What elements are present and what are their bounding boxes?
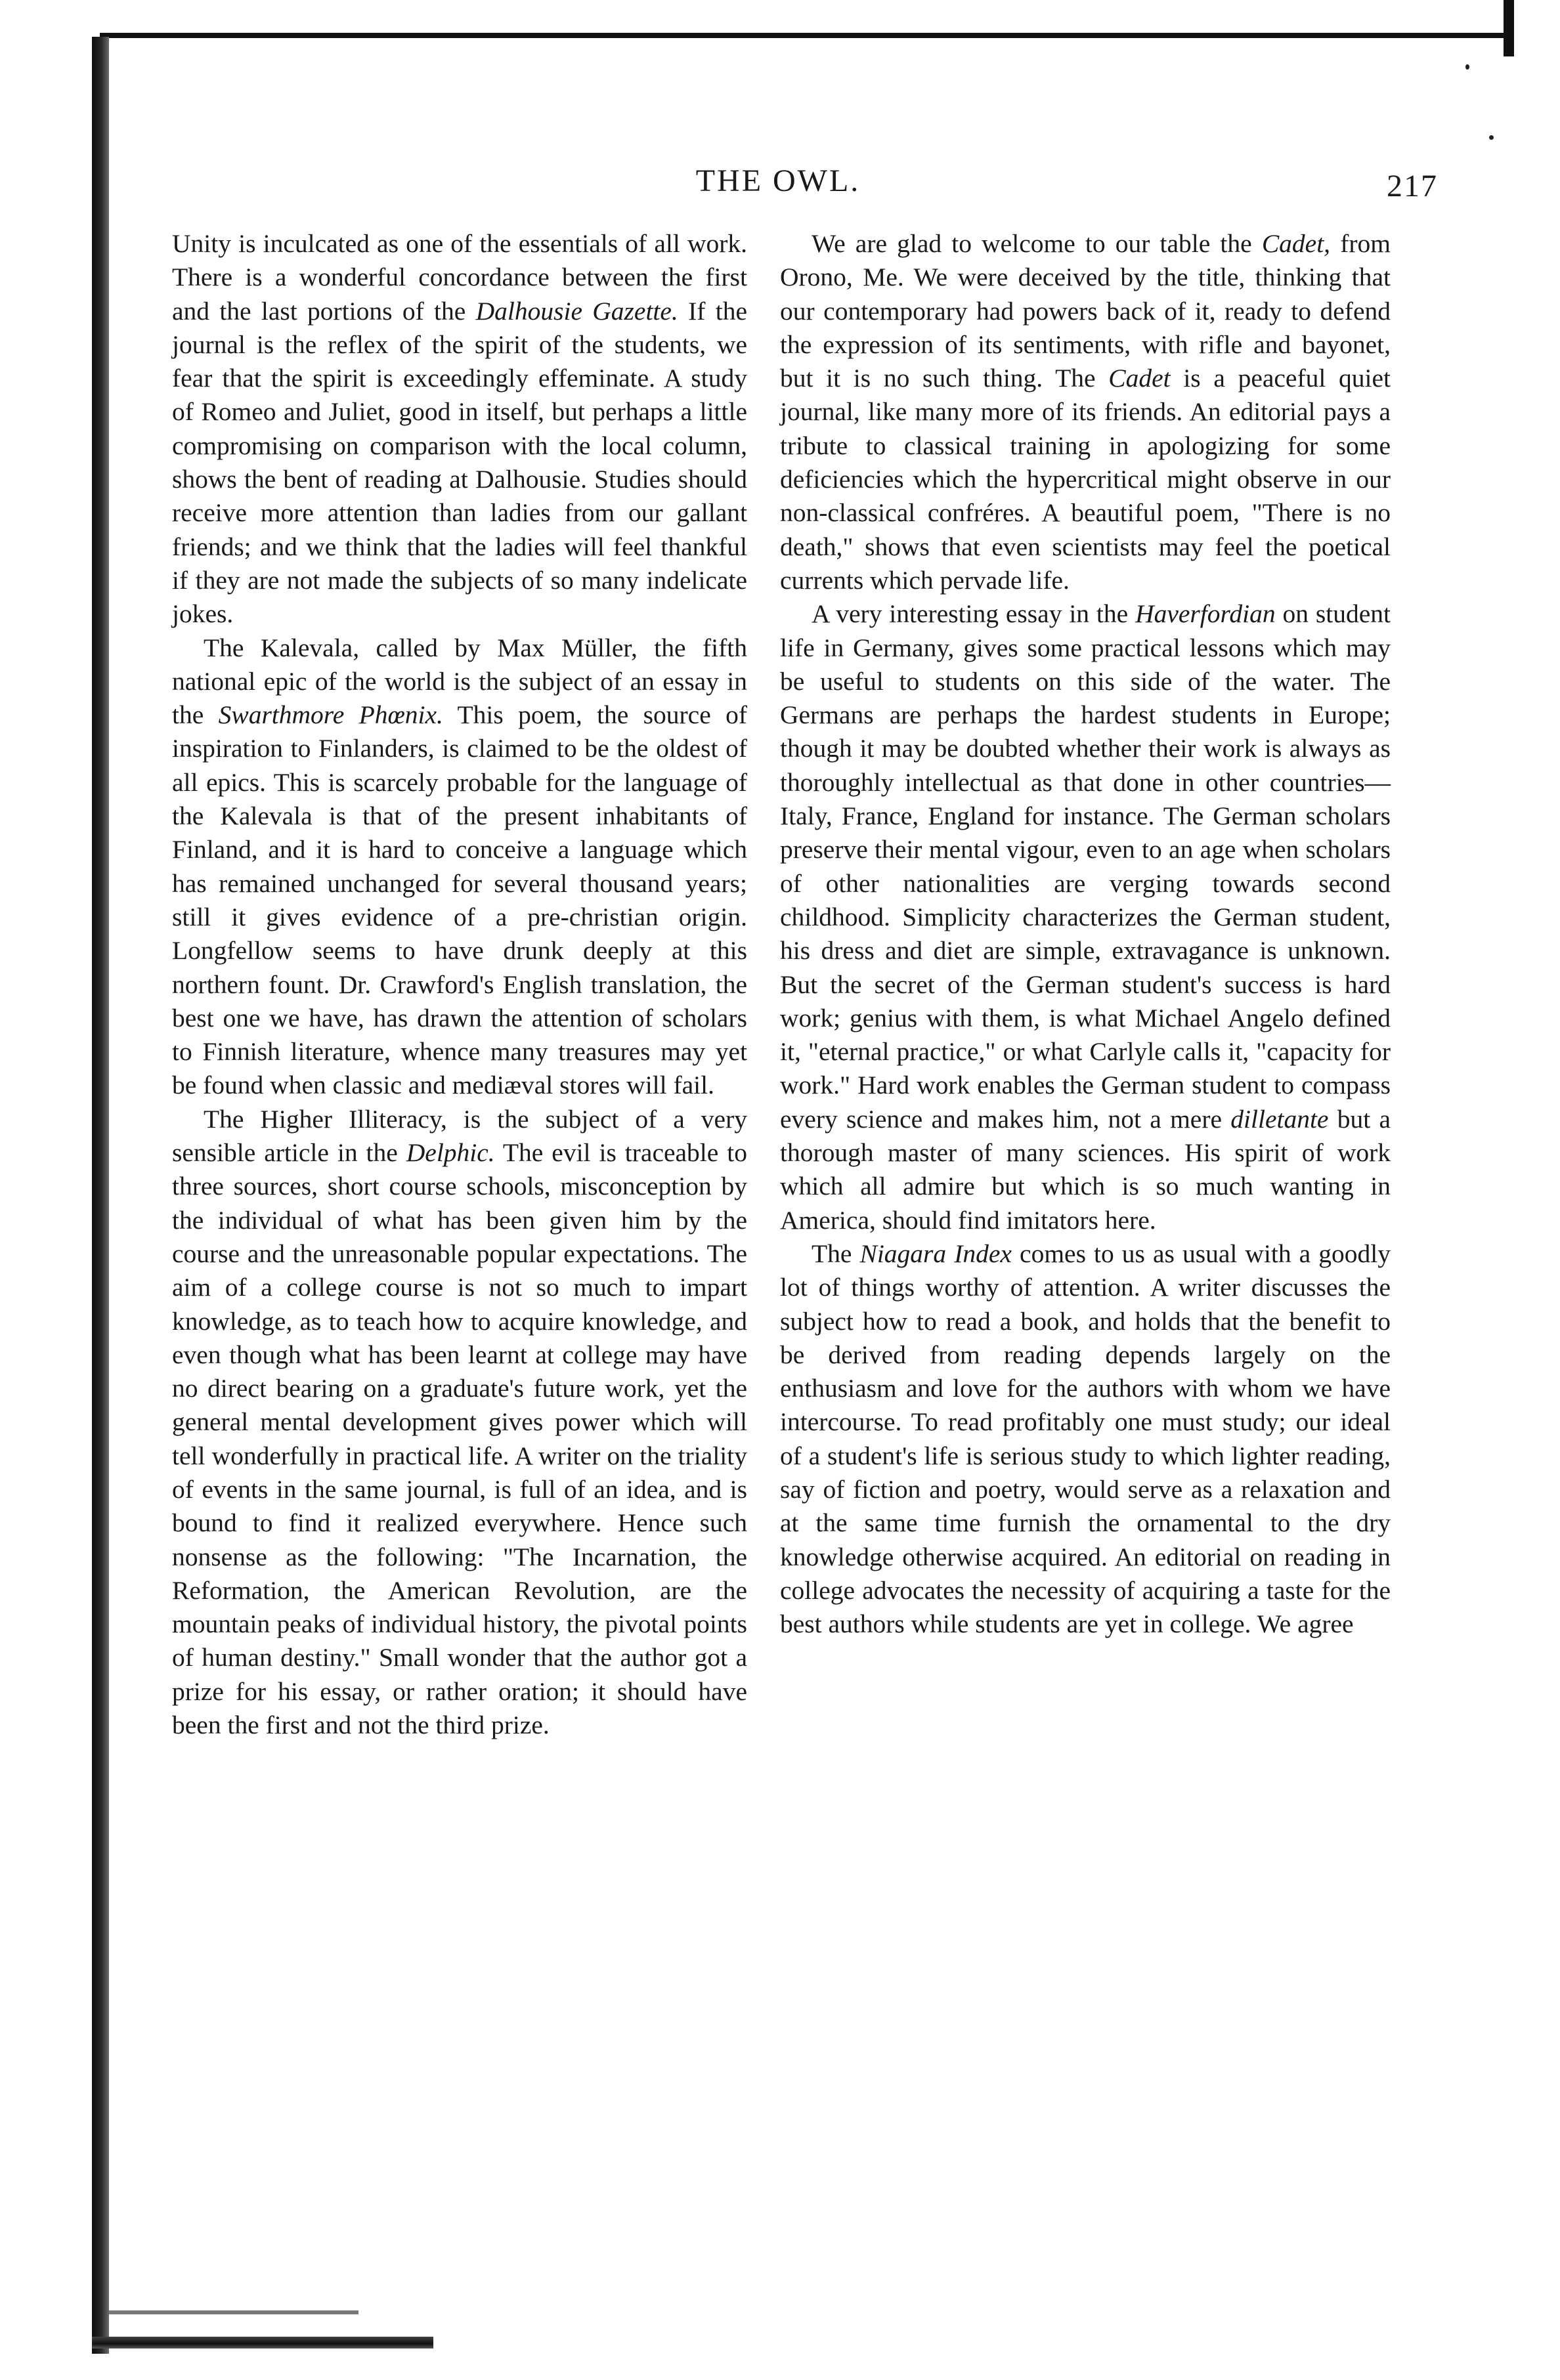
publication-title: Swarthmore Phœnix. xyxy=(218,700,443,730)
right-column xyxy=(780,227,1391,1641)
text-run: on student life in Germany, gives some practical lessons which may be useful to students on this side of the water. The Germans are perhaps the hardest students in Europe; though it may be doubted whether their work is always as thoroughly intellectual as that done in other countries—Italy, France, England for instance. The German scholars preserve their mental vigour, even to an age when scholars of other nationalities are verging towards second childhood. Simplicity characterizes the German student, his dress and diet are simple, extravagance is unknown. But the secret of the German student's success is hard work; genius with them, is what Michael Angelo defined it, "eternal practice," or what Carlyle calls it, "capacity for work." Hard work enables the German student to compass every science and makes him, not a mere xyxy=(780,599,1391,1134)
text-run: We are glad to welcome to our table the xyxy=(812,229,1262,258)
scan-speck xyxy=(1465,64,1469,70)
page-left-binding-edge xyxy=(92,37,109,2354)
text-run: but a thorough master of many sciences. His spirit of work which all admire but which is so much wanting in America, should find imitators here. xyxy=(780,1104,1391,1235)
paragraph xyxy=(172,631,747,1103)
page-corner-mark xyxy=(1504,0,1514,56)
text-run: is a peaceful quiet journal, like many more of its friends. An editorial pays a tribute to classical training in apologizing for some deficiencies which the hypercritical might observe in our non-classical confréres. A beautiful poem, "There is no death," shows that even scientists may feel the poetical currents which pervade life. xyxy=(780,364,1391,595)
scan-speck xyxy=(1489,135,1494,140)
paragraph xyxy=(780,1237,1391,1642)
page-top-border xyxy=(100,33,1511,38)
publication-title: Cadet xyxy=(1108,364,1171,393)
text-run: The Higher Illiteracy, is the subject of a very sensible article in the xyxy=(172,1104,747,1168)
text-run: The Kalevala, called by Max Müller, the fifth national epic of the world is the subject of an essay in the xyxy=(172,633,747,730)
foreign-word: dilletante xyxy=(1230,1104,1329,1134)
paragraph xyxy=(780,227,1391,597)
paragraph xyxy=(172,1103,747,1743)
publication-title: Haverfordian xyxy=(1135,599,1276,629)
page-number: 217 xyxy=(1387,169,1438,203)
text-run: Unity is inculcated as one of the essentials of all work. There is a wonderful concordance between the first and the last portions of the xyxy=(172,229,747,326)
page-bottom-border xyxy=(92,2337,433,2348)
publication-title: Niagara Index xyxy=(859,1239,1012,1268)
publication-title: Dalhousie Gazette. xyxy=(475,296,678,326)
text-run: A very interesting essay in the xyxy=(812,599,1136,629)
text-run: This poem, the source of inspiration to Finlanders, is claimed to be the oldest of all epics. This is scarcely probable for the language of the Kalevala is that of the present inhabitants of Finland, and it is hard to conceive a language which has remained unchanged for several thousand years; still it gives evidence of a pre-christian origin. Longfellow seems to have drunk deeply at this northern fount. Dr. Crawford's English translation, the best one we have, has drawn the attention of scholars to Finnish literature, whence many treasures may yet be found when classic and mediæval stores will fail. xyxy=(172,700,747,1100)
publication-title: Cadet, xyxy=(1261,229,1331,258)
page-bottom-rule xyxy=(109,2310,358,2314)
publication-title: Delphic. xyxy=(406,1138,495,1168)
running-title: THE OWL. xyxy=(695,163,861,198)
text-run: from Orono, Me. We were deceived by the title, thinking that our contemporary had powers back of it, ready to defend the expression of its sentiments, with rifle and bayonet, but it is no such thing. The xyxy=(780,229,1391,393)
paragraph xyxy=(172,227,747,631)
text-run: The xyxy=(812,1239,860,1268)
text-run: comes to us as usual with a goodly lot of things worthy of attention. A writer discusses the subject how to read a book, and holds that the benefit to be derived from reading depends largely on the enthusiasm and love for the authors with whom we have intercourse. To read profitably one must study; our ideal of a student's life is serious study to which lighter reading, say of fiction and poetry, would serve as a relaxation and at the same time furnish the ornamental to the dry knowledge otherwise acquired. An editorial on reading in college advocates the necessity of acquiring a taste for the best authors while students are yet in college. We agree xyxy=(780,1239,1391,1639)
text-run: The evil is traceable to three sources, short course schools, misconception by the individual of what has been given him by the course and the unreasonable popular expectations. The aim of a college course is not so much to impart knowledge, as to teach how to acquire knowledge, and even though what has been learnt at college may have no direct bearing on a graduate's future work, yet the general mental development gives power which will tell wonderfully in practical life. A writer on the triality of events in the same journal, is full of an idea, and is bound to find it realized everywhere. Hence such nonsense as the following: "The Incarnation, the Reformation, the American Revolution, are the mountain peaks of individual history, the pivotal points of human destiny." Small wonder that the author got a prize for his essay, or rather oration; it should have been the first and not the third prize. xyxy=(172,1138,747,1740)
paragraph xyxy=(780,597,1391,1237)
text-run: If the journal is the reflex of the spirit of the students, we fear that the spirit is exceedingly effeminate. A study of Romeo and Juliet, good in itself, but perhaps a little compromising on comparison with the local column, shows the bent of reading at Dalhousie. Studies should receive more attention than ladies from our gallant friends; and we think that the ladies will feel thankful if they are not made the subjects of so many indelicate jokes. xyxy=(172,296,747,629)
left-column xyxy=(172,227,747,1742)
